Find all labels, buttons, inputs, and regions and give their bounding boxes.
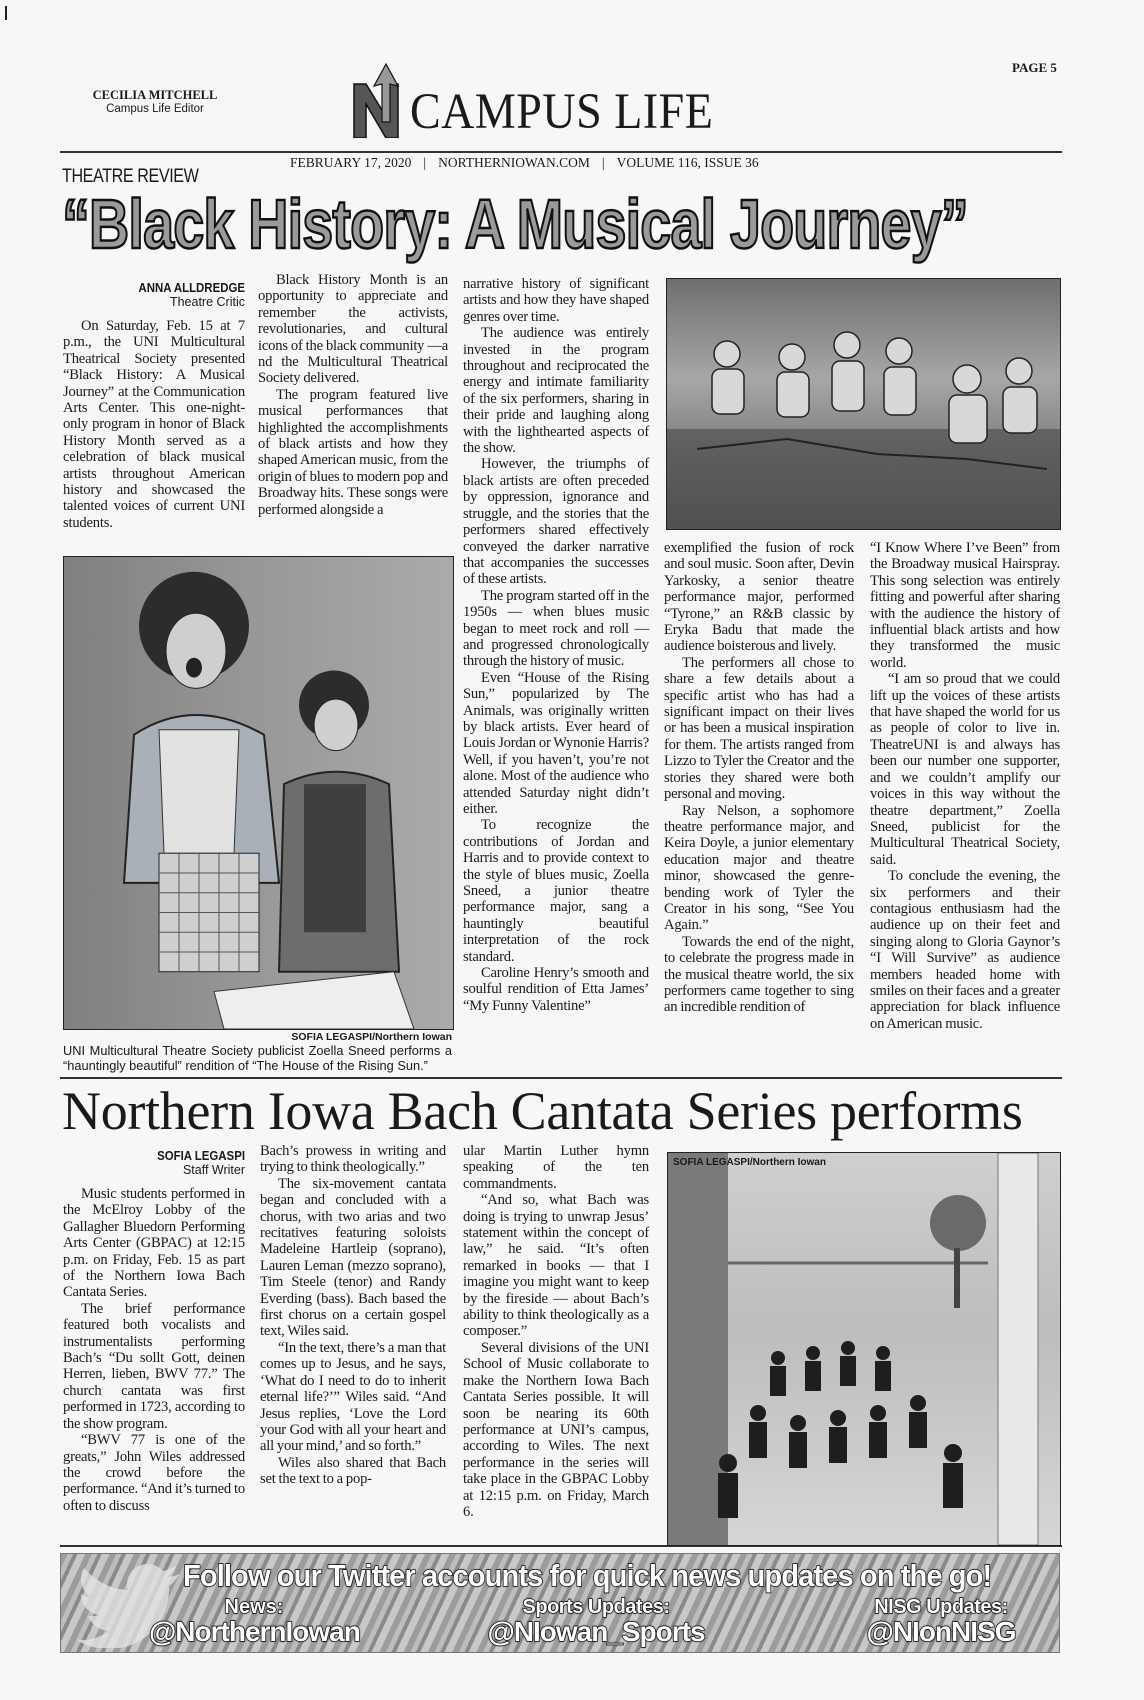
article-paragraph: However, the triumphs of black artists are often preceded by oppression, ignorance and struggle, and the stories that the performers shared effectively conveyed the darker narrative that accompanies the successes of these artists.: [463, 456, 649, 588]
performers-image-icon: [667, 279, 1060, 529]
section-divider: [60, 1077, 1062, 1079]
article-paragraph: Even “House of the Rising Sun,” popularized by The Animals, was originally written by black artists. Ever heard of Louis Jordan or Wynonie Harris? Well, if you haven’t, you’re not alone. Most of the audience who attended Saturday night didn’t either.: [463, 669, 650, 817]
photo-credit: SOFIA LEGASPI/Northern Iowan: [673, 1157, 826, 1168]
volume-issue: VOLUME 116, ISSUE 36: [616, 155, 759, 170]
article-paragraph: “I Know Where I’ve Been” from the Broadway musical Hairspray. This song selection was entirely fitting and powerful after sharing with the audience the history of influential black artists and how they transformed the music world.: [870, 540, 1060, 671]
editor-role: Campus Life Editor: [106, 103, 204, 115]
separator: |: [601, 155, 605, 170]
author-role: Theatre Critic: [169, 295, 245, 309]
singer-photo: [63, 556, 454, 1030]
twitter-promo-banner: [60, 1553, 1060, 1653]
article-paragraph: The program started off in the 1950s — when blues music began to meet rock and roll — and progressed chronologically through the history of music.: [463, 587, 649, 670]
author-role: Staff Writer: [182, 1163, 245, 1177]
article-column: [463, 276, 649, 1014]
separator: |: [423, 155, 427, 170]
article-paragraph: “I am so proud that we could lift up the voices of these artists that have shaped the world for us as people of color to live in. TheatreUNI is and always has been our number one supporter, and we couldn’t amplify our voices in this way without the theatre department,” Zoella Sneed, publicist for the Multicultural Theatrical Society, said.: [870, 671, 1060, 868]
article-column: [260, 1143, 446, 1488]
editor-name: CECILIA MITCHELL: [92, 88, 218, 102]
article-paragraph: Several divisions of the UNI School of Music collaborate to make the Northern Iowa Bach Cantata Series possible. It will soon be nearing its 60th performance at UNI’s campus, according to Wiles. The next performance in the series will take place in the GBPAC Lobby at 12:15 p.m. on Friday, March 6.: [463, 1339, 649, 1520]
author-name: SOFIA LEGASPI: [157, 1148, 245, 1163]
article-paragraph: “BWV 77 is one of the greats,” John Wiles addressed the crowd before the performance. “And it’s turned to often to discuss: [63, 1432, 245, 1514]
news-twitter-handle[interactable]: @NorthernIowan: [149, 1616, 360, 1647]
article-paragraph: narrative history of significant artists and how they have shaped genres over time.: [463, 276, 649, 325]
article-paragraph: To conclude the evening, the six performers and their contagious enthusiasm had the audience up on their feet and singing along to Gloria Gaynor’s “I Will Survive” as audience members headed home with smiles on their faces and a greater appreciation for black influence on American music.: [870, 868, 1060, 1032]
article-paragraph: Bach’s prowess in writing and trying to think theologically.”: [260, 1143, 446, 1176]
scan-mark: [5, 6, 7, 20]
article-paragraph: To recognize the contributions of Jordan and Harris and to provide context to the style of blues music, Zoella Sneed, a junior theatre performance major, sang a hauntingly beautiful interpretation of the rock standard.: [463, 817, 649, 965]
news-label: News:: [224, 1596, 284, 1618]
article-headline: “Black History: A Musical Journey”: [62, 185, 968, 263]
photo-credit: SOFIA LEGASPI/Northern Iowan: [291, 1031, 452, 1043]
article-kicker: THEATRE REVIEW: [62, 166, 199, 187]
article-paragraph: Music students performed in the McElroy Lobby of the Gallagher Bluedorn Performing Arts Center (GBPAC) at 12:15 p.m. on Friday, Feb. 15 as part of the Northern Iowa Bach Cantata Series.: [63, 1186, 245, 1301]
article-paragraph: exemplified the fusion of rock and soul music. Soon after, Devin Yarkosky, a senior theatre performance major, performed “Tyrone,” an R&B classic by Eryka Badu that made the audience boisterous and lively.: [664, 540, 854, 655]
article-paragraph: The performers all chose to share a few details about a specific artist who has had a significant impact on their lives or has been a musical inspiration for them. The artists ranged from Lizzo to Tyler the Creator and the stories they shared were both personal and moving.: [664, 654, 854, 803]
performers-photo: [666, 278, 1061, 530]
article-paragraph: The program featured live musical performances that highlighted the accomplishments of black artists and how they shaped American music, from the origin of blues to modern pop and Broadway hits. These songs were performed alongside a: [258, 386, 448, 518]
article-paragraph: Towards the end of the night, to celebrate the progress made in the musical theatre world, the six performers came together to sing an incredible rendition of: [664, 933, 854, 1016]
masthead-rule: [60, 151, 1062, 153]
sports-twitter-handle[interactable]: @NIowan_Sports: [487, 1616, 705, 1647]
byline: [63, 280, 245, 310]
page-number: PAGE 5: [1012, 60, 1057, 75]
photo-caption: UNI Multicultural Theatre Society publicist Zoella Sneed performs a “hauntingly beautiful” rendition of “The House of the Rising Sun.”: [63, 1043, 452, 1073]
banner-headline: Follow our Twitter accounts for quick news updates on the go!: [183, 1558, 992, 1593]
byline: [63, 1148, 245, 1178]
sports-label: Sports Updates:: [522, 1596, 670, 1618]
article-paragraph: On Saturday, Feb. 15 at 7 p.m., the UNI Multicultural Theatrical Society presented “Black History: A Musical Journey” at the Communication Arts Center. This one-night-only program in honor of Black History Month served as a celebration of black musical artists throughout American history and showcased the talented voices of current UNI students.: [63, 318, 245, 531]
article-paragraph: Wiles also shared that Bach set the text to a pop-: [260, 1454, 446, 1488]
author-name: ANNA ALLDREDGE: [138, 280, 245, 295]
article-column: [63, 318, 245, 531]
article-column: [258, 272, 448, 518]
nisg-label: NISG Updates:: [874, 1596, 1008, 1618]
cantata-photo: [667, 1152, 1061, 1546]
article-paragraph: Black History Month is an opportunity to appreciate and remember the activists, revolutionaries, and cultural icons of the black community —a nd the Multicultural Theatrical Society delivered.: [258, 272, 448, 387]
article-paragraph: “And so, what Bach was doing is trying to unwrap Jesus’ statement within the concept of law,” he said. “It’s often remarked in books — that I imagine you might want to keep by the fireside — about Bach’s ability to think theologically as a composer.”: [463, 1192, 649, 1340]
article-paragraph: The brief performance featured both vocalists and instrumentalists performing Bach’s “Du sollt Gott, deinen Herren, lieben, BWV 77.” The church cantata was first performed in 1723, according to the show program.: [63, 1300, 245, 1432]
article-paragraph: The audience was entirely invested in the program throughout and reciprocated the energy and intimate familiarity of the six performers, sharing in their pride and laughing along with the lighthearted aspects of the show.: [463, 325, 649, 457]
cantata-image-icon: [668, 1153, 1060, 1545]
article-paragraph: Ray Nelson, a sophomore theatre performance major, and Keira Doyle, a junior elementary education major and theatre minor, showcased the genre-bending work of Tyler the Creator in his song, “See You Again.”: [664, 802, 854, 934]
article-column: [870, 540, 1060, 1032]
website: NORTHERNIOWAN.COM: [438, 155, 590, 170]
section-title: CAMPUS LIFE: [410, 82, 714, 139]
article-paragraph: The six-movement cantata began and concluded with a chorus, with two arias and two recitatives featuring soloists Madeleine Hartleip (soprano), Lauren Leman (mezzo soprano), Tim Steele (tenor) and Randy Everding (bass). Bach based the first chorus on a certain gospel text, Wiles said.: [260, 1175, 446, 1340]
article-column: [63, 1186, 245, 1514]
article-column: [664, 540, 854, 1016]
singer-image-icon: [64, 557, 453, 1029]
article-paragraph: ular Martin Luther hymn speaking of the ten commandments.: [463, 1143, 649, 1192]
dateline: [290, 155, 759, 171]
article-headline: Northern Iowa Bach Cantata Series performs: [62, 1081, 1023, 1141]
issue-date: FEBRUARY 17, 2020: [290, 155, 412, 170]
article-paragraph: Caroline Henry’s smooth and soulful rendition of Etta James’ “My Funny Valentine”: [463, 965, 649, 1014]
nisg-twitter-handle[interactable]: @NIonNISG: [866, 1616, 1016, 1647]
section-editor: [80, 88, 230, 116]
article-column: [463, 1143, 649, 1520]
article-paragraph: “In the text, there’s a man that comes up to Jesus, and he says, ‘What do I need to do to inherit eternal life?’” Wiles said. “And Jesus replies, ‘Love the Lord your God with all your heart and all your mind,’ and so forth.”: [260, 1339, 446, 1455]
northern-iowan-logo-icon: [352, 62, 404, 138]
